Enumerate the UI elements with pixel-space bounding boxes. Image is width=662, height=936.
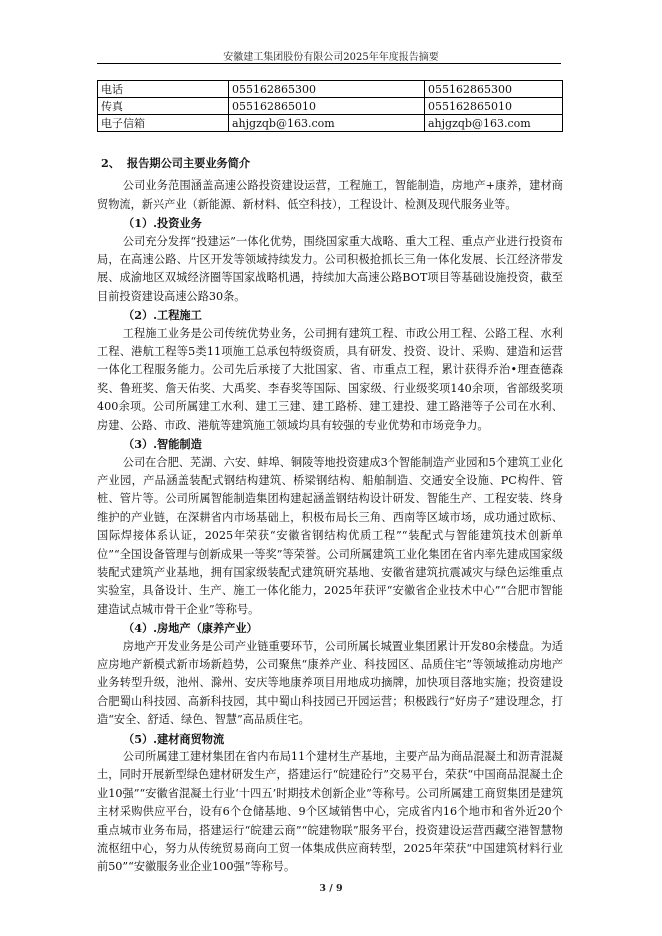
subsection-body-materials: 公司所属建工建材集团在省内布局11个建材生产基地，主要产品为商品混凝土和沥青混凝土，同时开展新型绿色建材研发生产，搭建运行“皖建砼行”交易平台，荣获“中国商品混凝土企业10强”“安徽省混凝土行业‘十四五’时期技术创新企业”等称号。公司所属建工商贸集团是建筑主材采购供应平台，设有6个仓储基地、9个区域销售中心，完成省内16个地市和省外近20个重点城市业务布局，搭建运行“皖建云商”“皖建物联”服务平台，投资建设运营西藏空港智慧物流枢纽中心，努力从传统贸易商向工贸一体集成供应商转型，2025年荣获“中国建筑材料行业前50”“安徽服务业企业100强”等称号。: [97, 750, 563, 874]
row-label: 电子信箱: [98, 115, 229, 132]
business-overview: [97, 154, 563, 877]
header-divider: [97, 63, 561, 64]
board-secretary-value: 055162865010: [229, 98, 425, 115]
row-label: 电话: [98, 81, 229, 98]
subsection-body-construction: 工程施工业务是公司传统优势业务，公司拥有建筑工程、市政公用工程、公路工程、水利工程、港航工程等5类11项施工总承包特级资质，具有研发、投资、设计、采购、建造和运营一体化工程服务能力。公司先后承接了大批国家、省、市重点工程，累计获得乔治•理查德森奖、鲁班奖、詹天佑奖、大禹奖、李春奖等国际、国家级、行业级奖项140余项，省部级奖项400余项。公司所属建工水利、建工三建、建工路桥、建工建投、建工路港等子公司在水利、房建、公路、市政、港航等建筑施工领域均具有较强的专业优势和市场竞争力。: [97, 326, 563, 432]
subsection-body-investment: 公司充分发挥“投建运”一体化优势，围绕国家重大战略、重大工程、重点产业进行投资布局，在高速公路、片区开发等领域持续发力。公司积极抢抓长三角一体化发展、长江经济带发展、成渝地区双城经济圈等国家战略机遇，持续加大高速公路BOT项目等基础设施投资，截至目前投资建设高速公路30条。: [97, 234, 563, 303]
section-heading: [97, 154, 563, 172]
securities-rep-value: 055162865300: [425, 81, 563, 98]
table-row: [98, 98, 563, 115]
board-secretary-value: 055162865300: [229, 81, 425, 98]
securities-rep-value: 055162865010: [425, 98, 563, 115]
page-number: 3 / 9: [319, 883, 343, 894]
subsection-heading-materials: （5）.建材商贸物流: [123, 731, 225, 746]
table-row: [98, 115, 563, 132]
running-header: 安徽建工集团股份有限公司2025年年度报告摘要: [223, 52, 439, 63]
subsection-heading-real-estate: （4）.房地产（康养产业）: [123, 621, 258, 636]
subsection-body-real-estate: 房地产开发业务是公司产业链重要环节，公司所属长城置业集团累计开发80余楼盘。为适应房地产新模式新市场新趋势，公司聚焦“康养产业、科技园区、品质住宅”等领域推动房地产业务转型升级，池州、滁州、安庆等地康养项目用地成功摘牌，加快项目落地实施；投资建设合肥蜀山科技园、高新科技园，其中蜀山科技园已开园运营；积极践行“好房子”建设理念，打造“安全、舒适、绿色、智慧”高品质住宅。: [97, 639, 563, 727]
subsection-heading-construction: （2）.工程施工: [123, 308, 202, 323]
subsection-body-manufacturing: 公司在合肥、芜湖、六安、蚌埠、铜陵等地投资建成3个智能制造产业园和5个建筑工业化产业园，产品涵盖装配式钢结构建筑、桥梁钢结构、船舶制造、交通安全设施、PC构件、管桩、管片等。公司所属智能制造集团构建起涵盖钢结构设计研发、智能生产、工程安装、终身维护的产业链，在深耕省内市场基础上，积极布局长三角、西南等区域市场，成功通过欧标、国际焊接体系认证，2025年荣获“安徽省钢结构优质工程”“装配式与智能建筑技术创新单位”“全国设备管理与创新成果一等奖”等荣誉。公司所属建筑工业化集团在省内率先建成国家级装配式建筑产业基地，拥有国家级装配式建筑研究基地、安徽省建筑抗震减灾与绿色运维重点实验室，具备设计、生产、施工一体化能力，2025年获评“安徽省企业技术中心”“合肥市智能建造试点城市骨干企业”等称号。: [97, 455, 563, 616]
table-row: [98, 81, 563, 98]
section-title: 报告期公司主要业务简介: [127, 156, 251, 170]
board-secretary-value: ahjgzqb@163.com: [229, 115, 425, 132]
securities-rep-value: ahjgzqb@163.com: [425, 115, 563, 132]
row-label: 传真: [98, 98, 229, 115]
subsection-heading-investment: （1）.投资业务: [123, 216, 202, 231]
section-intro: 公司业务范围涵盖高速公路投资建设运营，工程施工，智能制造，房地产+康养，建材商贸物流，新兴产业（新能源、新材料、低空科技），工程设计、检测及现代服务业等。: [97, 179, 563, 211]
contact-table: [97, 80, 563, 132]
subsection-heading-manufacturing: （3）.智能制造: [123, 437, 202, 452]
section-number: 2、: [101, 156, 120, 170]
